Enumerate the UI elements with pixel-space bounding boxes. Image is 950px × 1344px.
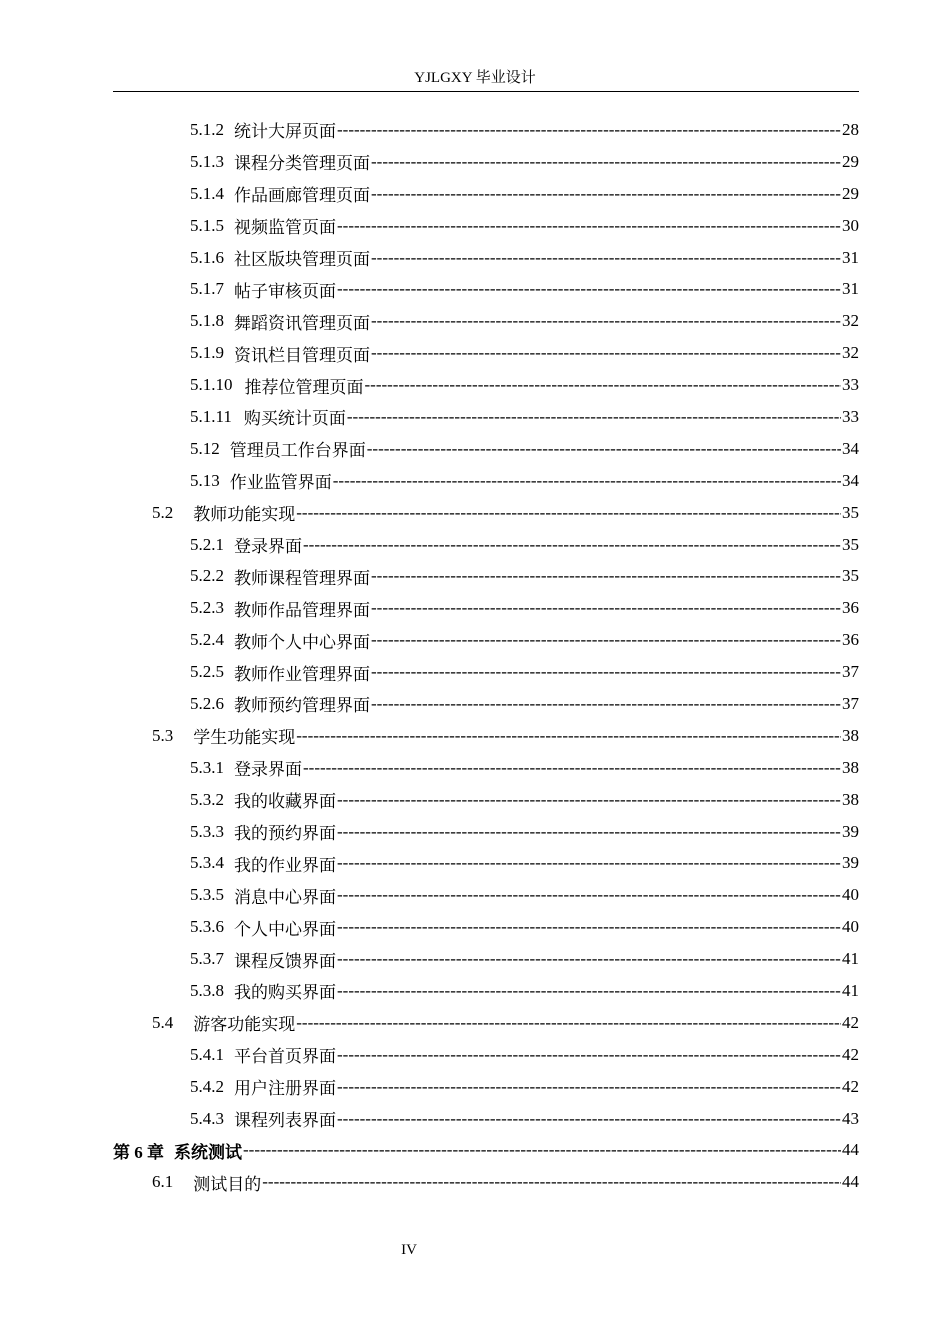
- toc-dot-leader: [365, 375, 842, 395]
- toc-entry[interactable]: [113, 529, 859, 561]
- toc-entry-page: 38: [842, 725, 859, 745]
- toc-dot-leader: [371, 311, 841, 331]
- toc-entry-number: 5.1.7: [190, 279, 224, 299]
- toc-entry-number: 5.1.10: [190, 375, 233, 395]
- page-number: IV: [401, 1242, 417, 1258]
- toc-entry-page: 43: [842, 1108, 859, 1128]
- toc-entry-title: 教师课程管理界面: [234, 568, 370, 588]
- toc-entry-page: 42: [842, 1044, 859, 1064]
- toc-entry-number: 6.1: [152, 1172, 174, 1192]
- toc-entry[interactable]: [113, 401, 859, 433]
- toc-entry[interactable]: [113, 146, 859, 178]
- toc-dot-leader: [371, 566, 841, 586]
- toc-entry-number: 5.1.9: [190, 343, 224, 363]
- toc-entry-title: 推荐位管理页面: [244, 377, 364, 397]
- toc-entry-number: 5.2.4: [190, 630, 224, 650]
- toc-entry-title: 课程列表界面: [234, 1111, 336, 1131]
- toc-entry[interactable]: [113, 114, 859, 146]
- toc-entry[interactable]: [113, 975, 859, 1007]
- toc-entry-title: 教师作业管理界面: [234, 664, 370, 684]
- toc-entry-number: 5.13: [190, 470, 220, 490]
- toc-entry-title: 消息中心界面: [234, 887, 336, 907]
- toc-entry-page: 28: [842, 119, 859, 139]
- toc-entry[interactable]: [113, 337, 859, 369]
- toc-dot-leader: [337, 853, 841, 873]
- toc-entry[interactable]: [113, 911, 859, 943]
- toc-entry-page: 42: [842, 1012, 859, 1032]
- toc-entry[interactable]: [113, 816, 859, 848]
- toc-dot-leader: [371, 630, 841, 650]
- toc-dot-leader: [337, 949, 841, 969]
- toc-entry-number: 5.1.8: [190, 311, 224, 331]
- toc-entry-title: 作业监管界面: [229, 473, 332, 493]
- toc-entry-title: 统计大屏页面: [234, 122, 336, 142]
- toc-entry-page: 41: [842, 949, 859, 969]
- toc-entry-number: 5.3.2: [190, 789, 224, 809]
- toc-dot-leader: [371, 694, 841, 714]
- toc-entry-number: 5.1.11: [190, 406, 232, 426]
- toc-dot-leader: [367, 439, 841, 459]
- table-of-contents: [113, 114, 859, 1198]
- toc-dot-leader: [296, 503, 841, 523]
- toc-entry-page: 35: [842, 502, 859, 522]
- toc-dot-leader: [371, 598, 841, 618]
- toc-entry-number: 第 6 章: [113, 1142, 164, 1162]
- toc-entry-title: 我的预约界面: [234, 824, 336, 844]
- toc-entry-page: 40: [842, 917, 859, 937]
- toc-entry-number: 5.1.3: [190, 151, 224, 171]
- toc-entry-number: 5.1.6: [190, 247, 224, 267]
- toc-dot-leader: [337, 279, 841, 299]
- toc-entry-title: 登录界面: [234, 537, 302, 557]
- toc-entry-page: 35: [842, 534, 859, 554]
- toc-entry-page: 29: [842, 183, 859, 203]
- toc-entry-page: 42: [842, 1076, 859, 1096]
- toc-entry-page: 39: [842, 821, 859, 841]
- toc-entry[interactable]: [113, 465, 859, 497]
- toc-dot-leader: [296, 1013, 841, 1033]
- toc-entry-title: 资讯栏目管理页面: [234, 345, 370, 365]
- toc-entry[interactable]: [113, 847, 859, 879]
- toc-dot-leader: [371, 152, 841, 172]
- toc-dot-leader: [337, 1077, 841, 1097]
- toc-dot-leader: [337, 1109, 841, 1129]
- toc-entry-page: 38: [842, 757, 859, 777]
- toc-entry[interactable]: [113, 720, 859, 752]
- toc-entry-title: 教师作品管理界面: [234, 600, 370, 620]
- toc-entry-number: 5.1.5: [190, 215, 224, 235]
- toc-entry-page: 37: [842, 693, 859, 713]
- toc-entry-title: 我的购买界面: [234, 983, 336, 1003]
- toc-entry[interactable]: [113, 369, 859, 401]
- toc-entry-page: 31: [842, 247, 859, 267]
- toc-entry-page: 35: [842, 566, 859, 586]
- toc-entry[interactable]: [113, 433, 859, 465]
- toc-entry[interactable]: [113, 624, 859, 656]
- toc-entry-title: 系统测试: [174, 1142, 242, 1162]
- toc-entry[interactable]: [113, 178, 859, 210]
- toc-entry-title: 游客功能实现: [193, 1015, 296, 1035]
- toc-entry-title: 个人中心界面: [234, 919, 336, 939]
- toc-entry[interactable]: [113, 1166, 859, 1198]
- toc-entry-page: 33: [842, 375, 859, 395]
- toc-entry[interactable]: [113, 1103, 859, 1135]
- toc-entry-title: 教师预约管理界面: [234, 696, 370, 716]
- toc-dot-leader: [337, 1045, 841, 1065]
- toc-entry[interactable]: [113, 1039, 859, 1071]
- toc-entry-number: 5.3.6: [190, 917, 224, 937]
- toc-entry-page: 33: [842, 406, 859, 426]
- toc-entry-page: 32: [842, 343, 859, 363]
- toc-entry-title: 登录界面: [234, 760, 302, 780]
- toc-entry-title: 教师功能实现: [193, 505, 296, 525]
- toc-dot-leader: [337, 917, 841, 937]
- toc-entry-page: 40: [842, 885, 859, 905]
- toc-entry-title: 视频监管页面: [234, 218, 336, 238]
- toc-entry-title: 社区版块管理页面: [234, 250, 370, 269]
- toc-entry-page: 39: [842, 853, 859, 873]
- header-rule: [113, 91, 859, 92]
- toc-dot-leader: [337, 981, 841, 1001]
- toc-dot-leader: [337, 790, 841, 810]
- toc-entry[interactable]: [113, 305, 859, 337]
- toc-entry-title: 课程反馈界面: [234, 951, 336, 971]
- toc-entry[interactable]: [113, 784, 859, 816]
- toc-dot-leader: [337, 120, 841, 140]
- toc-dot-leader: [337, 216, 841, 236]
- toc-entry-page: 38: [842, 789, 859, 809]
- toc-entry[interactable]: [113, 210, 859, 242]
- toc-dot-leader: [296, 726, 841, 746]
- toc-entry[interactable]: [113, 1007, 859, 1039]
- toc-entry-title: 作品画廊管理页面: [234, 186, 370, 206]
- toc-entry[interactable]: [113, 273, 859, 305]
- toc-entry-number: 5.3.5: [190, 885, 224, 905]
- toc-entry-title: 用户注册界面: [234, 1079, 336, 1099]
- toc-entry-number: 5.1.2: [190, 119, 224, 139]
- toc-entry[interactable]: [113, 592, 859, 624]
- toc-entry-number: 5.3.8: [190, 980, 224, 1000]
- toc-entry-number: 5.2: [152, 502, 174, 522]
- toc-dot-leader: [371, 184, 841, 204]
- toc-entry-number: 5.1.4: [190, 183, 224, 203]
- toc-entry[interactable]: [113, 752, 859, 784]
- toc-entry-number: 5.4.1: [190, 1044, 224, 1064]
- toc-entry-title: 教师个人中心界面: [234, 632, 370, 652]
- toc-entry-title: 购买统计页面: [243, 409, 346, 429]
- toc-entry-title: 测试目的: [193, 1174, 262, 1194]
- toc-entry-number: 5.3.1: [190, 757, 224, 777]
- toc-entry-number: 5.12: [190, 438, 220, 458]
- toc-entry[interactable]: [113, 943, 859, 975]
- toc-entry-number: 5.3.7: [190, 949, 224, 969]
- toc-entry-number: 5.3.4: [190, 853, 224, 873]
- toc-entry-page: 31: [842, 279, 859, 299]
- toc-entry[interactable]: [113, 242, 859, 274]
- toc-entry-title: 我的收藏界面: [234, 792, 336, 812]
- toc-entry-title: 帖子审核页面: [234, 281, 336, 301]
- toc-dot-leader: [371, 343, 841, 363]
- toc-entry-title: 管理员工作台界面: [229, 441, 366, 461]
- toc-dot-leader: [371, 248, 841, 268]
- toc-entry-title: 课程分类管理页面: [234, 154, 370, 174]
- toc-entry[interactable]: [113, 1135, 859, 1167]
- toc-entry-title: 我的作业界面: [234, 855, 336, 875]
- toc-entry[interactable]: [113, 497, 859, 529]
- toc-entry-page: 34: [842, 438, 859, 458]
- toc-entry-number: 5.4: [152, 1012, 174, 1032]
- toc-entry-page: 36: [842, 598, 859, 618]
- toc-entry-number: 5.2.6: [190, 693, 224, 713]
- toc-entry[interactable]: [113, 688, 859, 720]
- toc-entry-number: 5.4.3: [190, 1108, 224, 1128]
- toc-entry-number: 5.4.2: [190, 1076, 224, 1096]
- toc-entry[interactable]: [113, 656, 859, 688]
- toc-entry-number: 5.3.3: [190, 821, 224, 841]
- toc-dot-leader: [371, 662, 841, 682]
- toc-dot-leader: [333, 471, 841, 491]
- toc-entry-title: 舞蹈资讯管理页面: [234, 313, 370, 333]
- toc-entry[interactable]: [113, 879, 859, 911]
- toc-entry-page: 44: [842, 1140, 859, 1160]
- toc-entry-page: 34: [842, 470, 859, 490]
- toc-entry-title: 学生功能实现: [193, 728, 296, 748]
- toc-entry-number: 5.3: [152, 725, 174, 745]
- toc-dot-leader: [262, 1172, 841, 1192]
- toc-entry-page: 37: [842, 662, 859, 682]
- toc-entry-page: 30: [842, 215, 859, 235]
- toc-entry-page: 32: [842, 311, 859, 331]
- toc-entry[interactable]: [113, 1071, 859, 1103]
- toc-entry-number: 5.2.5: [190, 662, 224, 682]
- toc-entry-page: 29: [842, 151, 859, 171]
- toc-entry-page: 41: [842, 980, 859, 1000]
- toc-entry-title: 平台首页界面: [234, 1047, 336, 1067]
- toc-entry-page: 44: [842, 1172, 859, 1192]
- toc-dot-leader: [303, 535, 841, 555]
- toc-entry-number: 5.2.3: [190, 598, 224, 618]
- toc-entry-number: 5.2.1: [190, 534, 224, 554]
- toc-dot-leader: [347, 407, 841, 427]
- toc-dot-leader: [337, 885, 841, 905]
- toc-dot-leader: [303, 758, 841, 778]
- toc-dot-leader: [337, 822, 841, 842]
- toc-entry[interactable]: [113, 560, 859, 592]
- toc-entry-number: 5.2.2: [190, 566, 224, 586]
- running-header: YJLGXY 毕业设计: [414, 70, 536, 86]
- toc-entry-page: 36: [842, 630, 859, 650]
- toc-dot-leader: [243, 1140, 841, 1160]
